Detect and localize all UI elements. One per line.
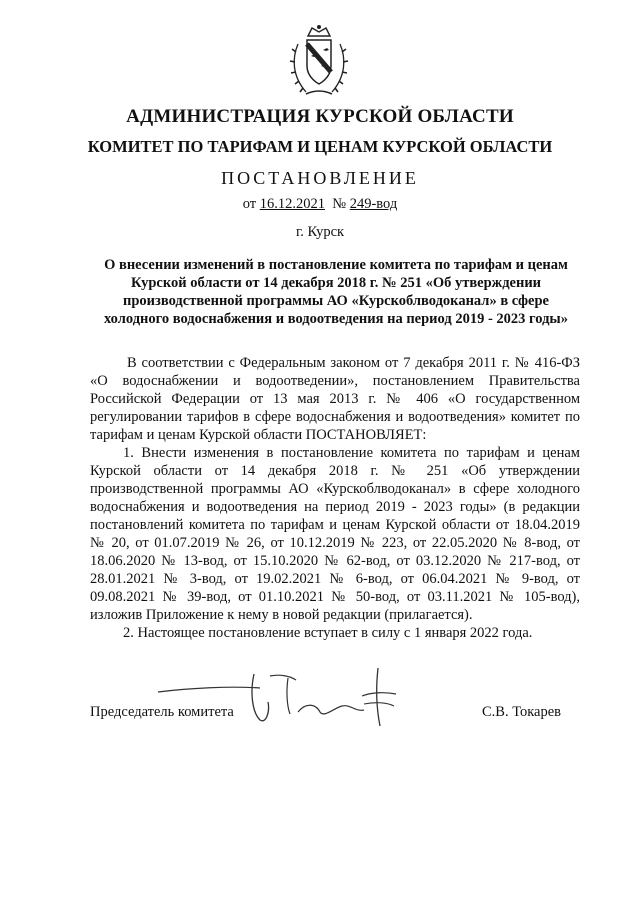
administration-title: АДМИНИСТРАЦИЯ КУРСКОЙ ОБЛАСТИ: [126, 106, 514, 127]
coat-of-arms-icon: [288, 22, 350, 100]
document-date: 16.12.2021: [259, 196, 325, 212]
document-body: [90, 354, 580, 642]
item-2-paragraph: 2. Настоящее постановление вступает в силу с 1 января 2022 года.: [123, 625, 533, 641]
document-subject: О внесении изменений в постановление комитета по тарифам и ценам Курской области от 14 декабря 2018 г. № 251 «Об утверждении производственной программы АО «Курскоблводоканал» в сфере холодного водоснабжения и водоотведения на период 2019 - 2023 годы»: [103, 257, 568, 327]
committee-title: КОМИТЕТ ПО ТАРИФАМ И ЦЕНАМ КУРСКОЙ ОБЛАСТИ: [87, 137, 553, 156]
item-1-paragraph: 1. Внести изменения в постановление комитета по тарифам и ценам Курской области от 14 декабря 2018 г. № 251 «Об утверждении производственной программы АО «Курскоблводоканал» в сфере холодного водоснабжения и водоотведения на период 2019 - 2023 годы» (в редакции постановлений комитета по тарифам и ценам Курской области от 18.04.2019 № 20, от 01.07.2019 № 26, от 10.12.2019 № 223, от 22.05.2020 № 8-вод, от 18.06.2020 № 13-вод, от 15.10.2020 № 62-вод, от 03.12.2020 № 217-вод, от 28.01.2021 № 3-вод, от 19.02.2021 № 6-вод, от 06.04.2021 № 9-вод, от 09.08.2021 № 39-вод, от 01.10.2021 № 50-вод, от 03.11.2021 № 105-вод), изложив Приложение к нему в новой редакции (прилагается).: [90, 445, 580, 623]
signer-title: Председатель комитета: [90, 704, 234, 720]
date-prefix: от: [242, 196, 257, 212]
document-type-title: ПОСТАНОВЛЕНИЕ: [221, 168, 419, 188]
signer-name: С.В. Токарев: [482, 704, 562, 720]
date-number-line: [0, 196, 640, 213]
document-number: 249-вод: [349, 196, 398, 212]
number-prefix: №: [332, 196, 347, 212]
preamble-paragraph: В соответствии с Федеральным законом от 7 декабря 2011 г. № 416-ФЗ «О водоснабжении и водоотведении», постановлением Правительства Российской Федерации от 13 мая 2013 г. № 406 «О государственном регулировании тарифов в сфере водоснабжения и водоотведения» комитет по тарифам и ценам Курской области ПОСТАНОВЛЯЕТ:: [90, 355, 580, 443]
handwritten-signature: [150, 662, 420, 732]
city-line: г. Курск: [295, 224, 345, 240]
